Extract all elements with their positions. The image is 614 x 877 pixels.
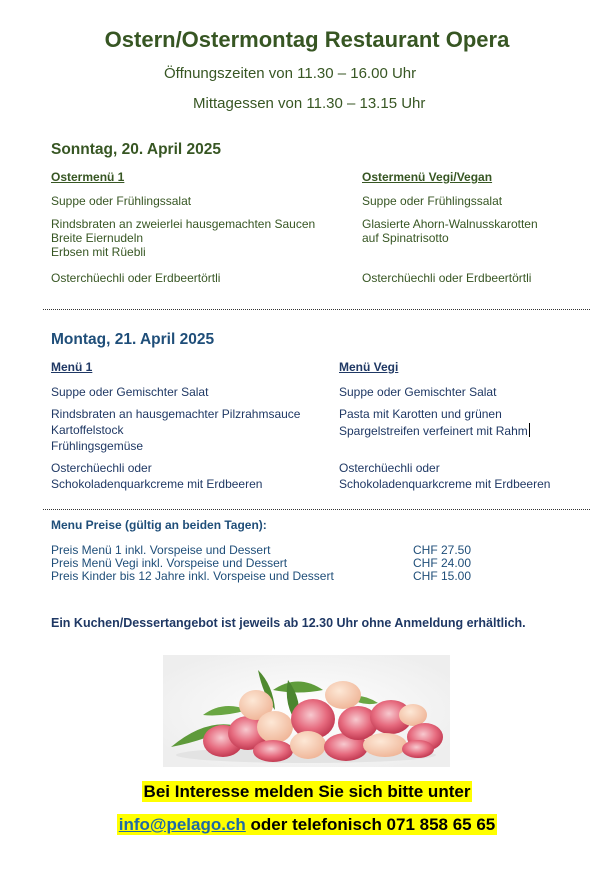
monday-menu1-title: Menü 1 — [51, 360, 93, 374]
monday-vegi-starter: Suppe oder Gemischter Salat — [339, 385, 497, 399]
sunday-vegi-starter: Suppe oder Frühlingssalat — [362, 194, 503, 208]
price-row — [51, 570, 491, 583]
sunday-menu1-main — [51, 217, 315, 259]
dessert-notice: Ein Kuchen/Dessertangebot ist jeweils ab 12.30 Uhr ohne Anmeldung erhältlich. — [51, 616, 526, 630]
price-value: CHF 27.50 — [413, 543, 472, 557]
main-line: Erbsen mit Rüebli — [51, 245, 146, 259]
monday-menu1-dessert — [51, 461, 262, 493]
price-label: Preis Menü 1 inkl. Vorspeise und Dessert — [51, 543, 271, 557]
main-line: Rindsbraten an zweierlei hausgemachten Saucen — [51, 217, 316, 231]
sunday-menu1-dessert: Osterchüechli oder Erdbeertörtli — [51, 271, 221, 285]
main-line: Pasta mit Karotten und grünen — [339, 407, 502, 421]
price-label: Preis Menü Vegi inkl. Vorspeise und Dessert — [51, 556, 288, 570]
price-value: CHF 24.00 — [413, 556, 472, 570]
email-link[interactable]: info@pelago.ch — [118, 815, 246, 834]
contact-intro: Bei Interesse melden Sie sich bitte unter — [143, 782, 471, 801]
lunch-hours: Mittagessen von 11.30 – 13.15 Uhr — [193, 95, 426, 112]
separator — [43, 309, 590, 310]
prices-heading: Menu Preise (gültig an beiden Tagen): — [51, 518, 267, 532]
monday-menu1-starter: Suppe oder Gemischter Salat — [51, 385, 209, 399]
main-line: Spargelstreifen verfeinert mit Rahm — [339, 424, 528, 438]
monday-heading: Montag, 21. April 2025 — [51, 331, 215, 348]
dessert-line: Schokoladenquarkcreme mit Erdbeeren — [339, 477, 551, 491]
tulips-image — [163, 655, 450, 767]
prices-table — [51, 544, 491, 583]
opening-hours: Öffnungszeiten von 11.30 – 16.00 Uhr — [164, 65, 417, 82]
main-line: Rindsbraten an hausgemachter Pilzrahmsauce — [51, 407, 301, 421]
phone-text: oder telefonisch 071 858 65 65 — [245, 815, 496, 834]
monday-vegi-title: Menü Vegi — [339, 360, 399, 374]
separator — [43, 509, 590, 510]
contact-details — [117, 814, 498, 835]
contact-line-2 — [0, 815, 614, 835]
text-cursor — [529, 423, 530, 437]
main-line: auf Spinatrisotto — [362, 231, 449, 245]
dessert-line: Osterchüechli oder — [339, 461, 440, 475]
sunday-vegi-main — [362, 217, 538, 245]
sunday-heading: Sonntag, 20. April 2025 — [51, 141, 221, 158]
price-label: Preis Kinder bis 12 Jahre inkl. Vorspeise und Dessert — [51, 569, 334, 583]
sunday-menu1-starter: Suppe oder Frühlingssalat — [51, 194, 192, 208]
sunday-vegi-title: Ostermenü Vegi/Vegan — [362, 170, 493, 184]
main-line: Breite Eiernudeln — [51, 231, 144, 245]
page-title: Ostern/Ostermontag Restaurant Opera — [104, 27, 510, 52]
contact-line-1 — [0, 782, 614, 802]
price-value: CHF 15.00 — [413, 569, 472, 583]
monday-vegi-dessert — [339, 461, 550, 493]
main-line: Frühlingsgemüse — [51, 439, 144, 453]
sunday-menu1-title: Ostermenü 1 — [51, 170, 125, 184]
main-line: Glasierte Ahorn-Walnusskarotten — [362, 217, 538, 231]
monday-menu1-main — [51, 407, 300, 455]
dessert-line: Schokoladenquarkcreme mit Erdbeeren — [51, 477, 263, 491]
main-line: Kartoffelstock — [51, 423, 124, 437]
dessert-line: Osterchüechli oder — [51, 461, 152, 475]
tulips-illustration — [163, 655, 450, 767]
monday-vegi-main[interactable] — [339, 407, 530, 439]
sunday-vegi-dessert: Osterchüechli oder Erdbeertörtli — [362, 271, 532, 285]
